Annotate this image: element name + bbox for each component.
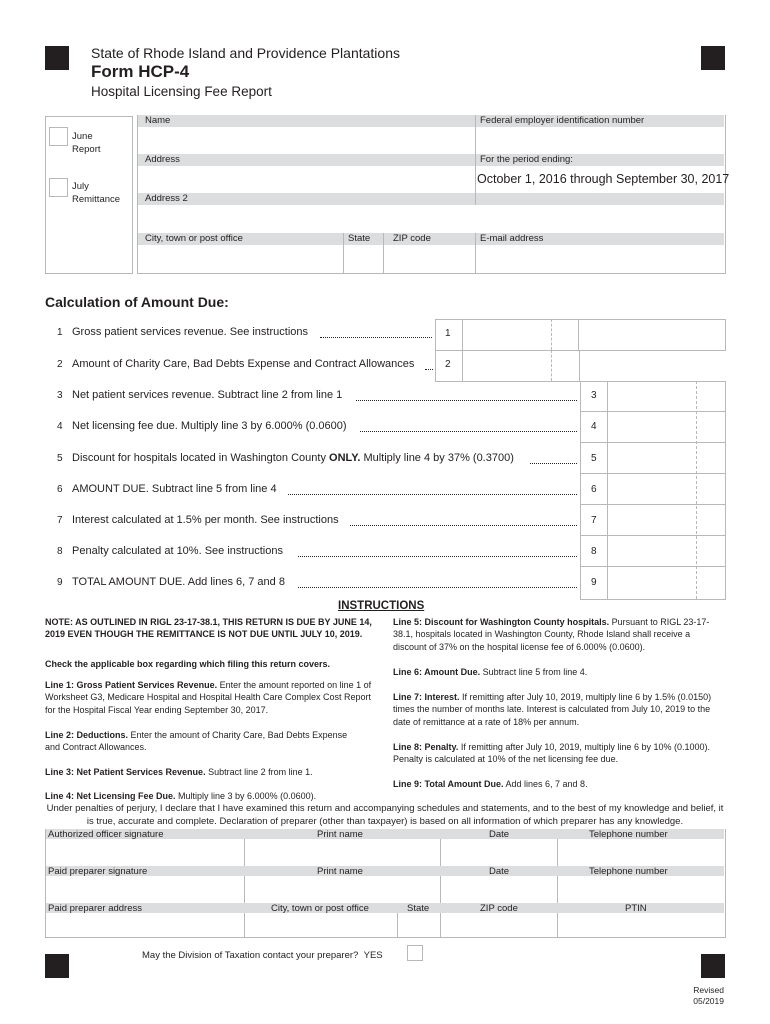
line-box-number: 1 <box>445 328 451 339</box>
calculation-heading: Calculation of Amount Due: <box>45 294 229 310</box>
print-name-label: Print name <box>317 866 363 877</box>
line-number: 7 <box>57 515 63 526</box>
instructions-note: NOTE: AS OUTLINED IN RIGL 23-17-38.1, THIS RETURN IS DUE BY JUNE 14, 2019 EVEN THOUGH THE REMITTANCE IS NOT DUE UNTIL JULY 10, 2019. <box>45 617 372 640</box>
instructions-line-3: Line 3: Net Patient Services Revenue. Subtract line 2 from line 1. <box>45 767 313 777</box>
date-label: Date <box>489 829 510 840</box>
line-number: 5 <box>57 453 63 464</box>
address-field[interactable] <box>138 167 474 192</box>
instructions-line-2: Line 2: Deductions. Enter the amount of Charity Care, Bad Debts Expense and Contract Allowances. <box>45 730 348 753</box>
preparer-address-label: Paid preparer address <box>48 903 142 914</box>
line-box-number: 3 <box>591 390 597 401</box>
line-number: 8 <box>57 546 63 557</box>
revision-date: Revised 05/2019 <box>693 985 724 1006</box>
address2-label: Address 2 <box>145 193 188 204</box>
line-6-label: AMOUNT DUE. Subtract line 5 from line 4 <box>72 483 277 495</box>
print-name-label: Print name <box>317 829 363 840</box>
officer-date-field[interactable] <box>442 840 556 865</box>
instructions-line-7: Line 7: Interest. If remitting after July 10, 2019, multiply line 6 by 1.5% (0.0150) times the number of months late. Interest is calculated from July 10, 2019 to the date of remittance at a rate of 18% per annum. <box>393 692 712 727</box>
perjury-declaration: Under penalties of perjury, I declare that I have examined this return and accompanying schedules and statements, and to the best of my knowledge and belief, it is true, accurate and complete. Declaration of preparer (other than taxpayer) is based on all information of which preparer has any knowledge. <box>46 803 724 827</box>
officer-signature-label: Authorized officer signature <box>48 829 164 840</box>
july-remittance-checkbox[interactable] <box>49 178 68 197</box>
instructions-line-4: Line 4: Net Licensing Fee Due. Multiply line 3 by 6.000% (0.0600). <box>45 791 317 801</box>
line-number: 1 <box>57 327 63 338</box>
fein-field[interactable] <box>477 128 723 153</box>
period-label: For the period ending: <box>480 154 573 165</box>
line-number: 3 <box>57 390 63 401</box>
period-value: October 1, 2016 through September 30, 2017 <box>477 172 730 186</box>
registration-mark-bottom-right <box>701 954 725 978</box>
preparer-state-label: State <box>407 903 430 914</box>
line-6-amount[interactable] <box>608 475 723 503</box>
state-field[interactable] <box>345 246 382 272</box>
city-label: City, town or post office <box>145 233 243 244</box>
line-box-number: 4 <box>591 421 597 432</box>
preparer-state-field[interactable] <box>399 914 439 936</box>
line-2-label: Amount of Charity Care, Bad Debts Expense and Contract Allowances <box>72 358 415 370</box>
address2-field[interactable] <box>138 206 723 232</box>
instructions-line-6: Line 6: Amount Due. Subtract line 5 from line 4. <box>393 667 588 677</box>
line-9-label: TOTAL AMOUNT DUE. Add lines 6, 7 and 8 <box>72 576 285 588</box>
telephone-label: Telephone number <box>589 866 668 877</box>
state-label: State <box>348 233 371 244</box>
officer-telephone-field[interactable] <box>559 840 723 865</box>
form-title: Hospital Licensing Fee Report <box>91 84 272 99</box>
line-box-number: 8 <box>591 546 597 557</box>
line-9-amount[interactable] <box>608 568 723 596</box>
preparer-print-name-field[interactable] <box>246 877 439 902</box>
june-report-checkbox[interactable] <box>49 127 68 146</box>
instructions-check: Check the applicable box regarding which filing this return covers. <box>45 659 331 669</box>
instructions-line-9: Line 9: Total Amount Due. Add lines 6, 7 and 8. <box>393 779 588 789</box>
line-2-amount[interactable] <box>463 351 577 380</box>
line-box-number: 7 <box>591 515 597 526</box>
name-field[interactable] <box>138 128 474 153</box>
address-label: Address <box>145 154 180 165</box>
line-3-amount[interactable] <box>608 382 723 410</box>
instructions-line-5: Line 5: Discount for Washington County hospitals. Pursuant to RIGL 23-17-38.1, hospitals located in Washington County, Rhode Island shall receive a discount of 37% on the hospital license fee of 6.000% (0.0600). <box>393 617 710 652</box>
contact-preparer-question: May the Division of Taxation contact your preparer? YES <box>142 950 383 961</box>
officer-print-name-field[interactable] <box>246 840 439 865</box>
ptin-field[interactable] <box>559 914 723 936</box>
preparer-zip-field[interactable] <box>442 914 556 936</box>
line-number: 6 <box>57 484 63 495</box>
preparer-date-field[interactable] <box>442 877 556 902</box>
line-8-amount[interactable] <box>608 537 723 565</box>
telephone-label: Telephone number <box>589 829 668 840</box>
line-1-amount[interactable] <box>463 320 577 349</box>
instructions-line-8: Line 8: Penalty. If remitting after July 10, 2019, multiply line 6 by 10% (0.1000). Penalty is calculated at 10% of the net licensing fee due. <box>393 742 710 765</box>
ptin-label: PTIN <box>625 903 647 914</box>
officer-signature-field[interactable] <box>46 840 243 865</box>
line-number: 4 <box>57 421 63 432</box>
fein-label: Federal employer identification number <box>480 115 645 126</box>
zip-field[interactable] <box>385 246 474 272</box>
city-field[interactable] <box>138 246 342 272</box>
line-1-label: Gross patient services revenue. See instructions <box>72 326 309 338</box>
line-4-amount[interactable] <box>608 413 723 441</box>
contact-preparer-yes-checkbox[interactable] <box>407 945 423 961</box>
line-5-label: Discount for hospitals located in Washington County ONLY. Multiply line 4 by 37% (0.3700) <box>72 452 514 464</box>
line-5-amount[interactable] <box>608 444 723 472</box>
zip-label: ZIP code <box>393 233 431 244</box>
instructions-heading: INSTRUCTIONS <box>338 600 425 612</box>
state-name: State of Rhode Island and Providence Plantations <box>91 45 400 61</box>
date-label: Date <box>489 866 510 877</box>
registration-mark-top-right <box>701 46 725 70</box>
line-box-number: 9 <box>591 577 597 588</box>
preparer-city-field[interactable] <box>246 914 396 936</box>
email-field[interactable] <box>477 246 723 272</box>
registration-mark-bottom-left <box>45 954 69 978</box>
preparer-zip-label: ZIP code <box>480 903 518 914</box>
name-label: Name <box>145 115 171 126</box>
preparer-address-field[interactable] <box>46 914 243 936</box>
line-3-label: Net patient services revenue. Subtract line 2 from line 1 <box>72 389 343 401</box>
line-box-number: 6 <box>591 484 597 495</box>
preparer-signature-label: Paid preparer signature <box>48 866 148 877</box>
registration-mark-top-left <box>45 46 69 70</box>
line-7-label: Interest calculated at 1.5% per month. See instructions <box>72 514 339 526</box>
instructions-line-1: Line 1: Gross Patient Services Revenue. Enter the amount reported on line 1 of Worksheet G3, Medicare Hospital and Hospital Health Care Complex Cost Report for the Hospital Fiscal Year ending September 30, 2017. <box>45 680 372 715</box>
line-number: 9 <box>57 577 63 588</box>
line-number: 2 <box>57 359 63 370</box>
line-box-number: 2 <box>445 359 451 370</box>
form-number: Form HCP-4 <box>91 62 190 81</box>
line-8-label: Penalty calculated at 10%. See instructions <box>72 545 283 557</box>
preparer-signature-field[interactable] <box>46 877 243 902</box>
june-report-label: June Report <box>72 131 101 155</box>
email-label: E-mail address <box>480 233 544 244</box>
line-box-number: 5 <box>591 453 597 464</box>
preparer-city-label: City, town or post office <box>271 903 369 914</box>
july-remittance-label: July Remittance <box>72 181 121 205</box>
line-7-amount[interactable] <box>608 506 723 534</box>
preparer-telephone-field[interactable] <box>559 877 723 902</box>
line-4-label: Net licensing fee due. Multiply line 3 by 6.000% (0.0600) <box>72 420 347 432</box>
